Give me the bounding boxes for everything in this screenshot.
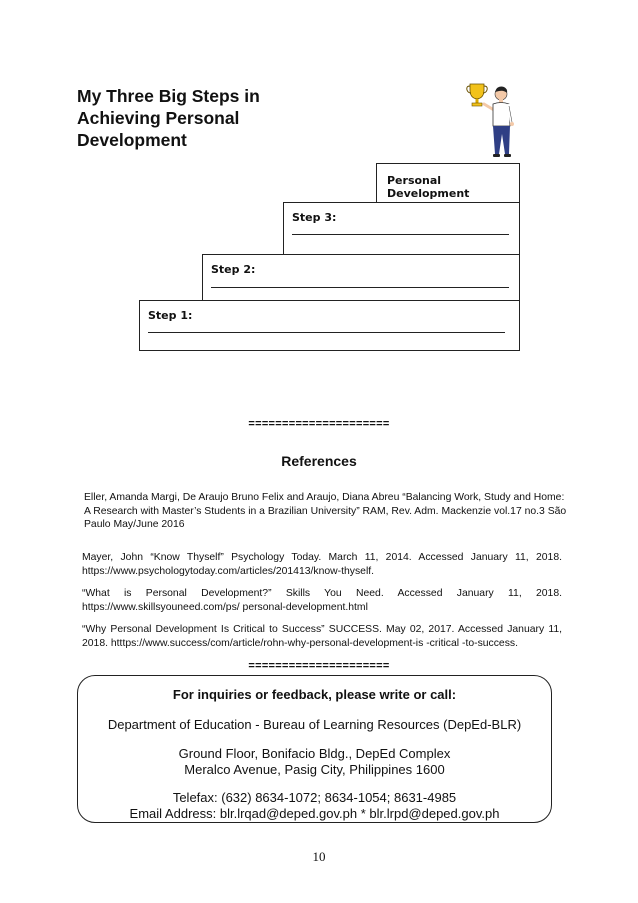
contact-telefax: Telefax: (632) 8634-1072; 8634-1054; 8631-4985 — [172, 790, 457, 805]
step-3-answer-line — [292, 234, 509, 235]
person-holding-trophy-illustration — [466, 80, 522, 162]
contact-email: Email Address: blr.lrqad@deped.gov.ph * blr.lrpd@deped.gov.ph — [129, 806, 500, 821]
reference-item: Eller, Amanda Margi, De Araujo Bruno Felix and Araujo, Diana Abreu “Balancing Work, Study and Home: A Research with Master’s Students in a Brazilian University” RAM, Rev. Adm. Mackenzie vol.17 no.3 São Paulo May/June 2016 — [84, 492, 567, 530]
step-1-label: Step 1: — [148, 309, 193, 322]
contact-box — [77, 675, 552, 823]
page-title: My Three Big Steps in Achieving Personal Development — [77, 86, 260, 150]
separator-top: ===================== — [248, 418, 390, 430]
references-heading: References — [281, 453, 357, 469]
page-number: 10 — [312, 849, 326, 864]
step-2-answer-line — [211, 287, 509, 288]
contact-heading: For inquiries or feedback, please write or call: — [172, 687, 457, 702]
contact-address-line1: Ground Floor, Bonifacio Bldg., DepEd Complex — [178, 746, 451, 761]
step-3-box — [283, 202, 520, 255]
contact-address-line2: Meralco Avenue, Pasig City, Philippines 1600 — [184, 762, 445, 777]
reference-item: Mayer, John “Know Thyself” Psychology Today. March 11, 2014. Accessed January 11, 2018. https://www.psychologytoday.com/articles/201413/know-thyself. — [82, 552, 562, 577]
reference-item: “What is Personal Development?” Skills You Need. Accessed January 11, 2018. https://www.skillsyouneed.com/ps/ personal-development.html — [82, 588, 562, 613]
personal-development-box — [376, 163, 520, 203]
reference-item: “Why Personal Development Is Critical to Success” SUCCESS. May 02, 2017. Accessed January 11, 2018. htttps://www.success/com/article/rohn-why-personal-development-is -critical -to-success. — [82, 624, 562, 649]
step-1-answer-line — [148, 332, 505, 333]
separator-bottom: ===================== — [248, 660, 390, 672]
contact-department: Department of Education - Bureau of Learning Resources (DepEd-BLR) — [107, 717, 522, 732]
step-2-box — [202, 254, 520, 301]
step-3-label: Step 3: — [292, 211, 337, 224]
personal-development-label: Personal Development — [387, 174, 470, 200]
step-2-label: Step 2: — [211, 263, 256, 276]
step-1-box — [139, 300, 520, 351]
